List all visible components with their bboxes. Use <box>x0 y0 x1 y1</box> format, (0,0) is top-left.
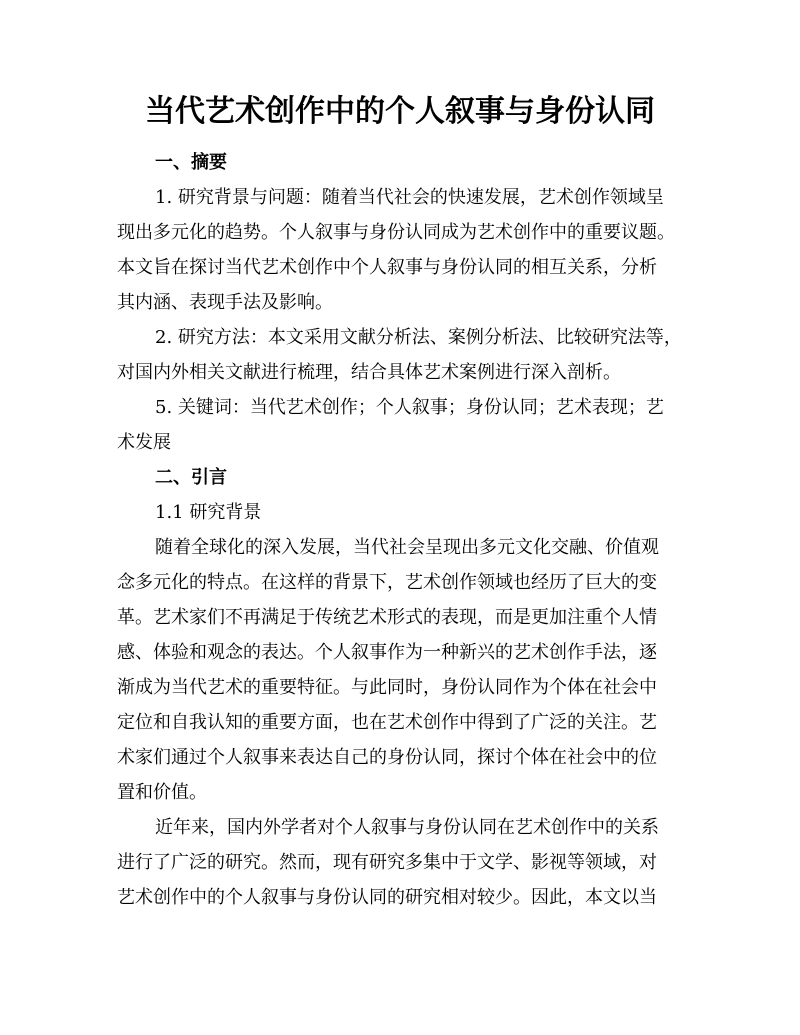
intro-p1-line: 感、体验和观念的表达。个人叙事作为一种新兴的艺术创作手法，逐 <box>117 642 657 663</box>
intro-p2-line: 艺术创作中的个人叙事与身份认同的研究相对较少。因此，本文以当 <box>117 887 657 908</box>
intro-p1-line: 置和价值。 <box>117 782 207 803</box>
intro-p1-line: 定位和自我认知的重要方面，也在艺术创作中得到了广泛的关注。艺 <box>117 712 657 733</box>
subsection-heading: 1.1 研究背景 <box>155 502 262 523</box>
intro-p1-line: 念多元化的特点。在这样的背景下，艺术创作领域也经历了巨大的变 <box>117 572 657 593</box>
abstract-p2-line: 2. 研究方法：本文采用文献分析法、案例分析法、比较研究法等， <box>155 327 682 348</box>
intro-p2-line: 近年来，国内外学者对个人叙事与身份认同在艺术创作中的关系 <box>155 817 659 838</box>
intro-p1-line: 革。艺术家们不再满足于传统艺术形式的表现，而是更加注重个人情 <box>117 607 657 628</box>
intro-p2-line: 进行了广泛的研究。然而，现有研究多集中于文学、影视等领域，对 <box>117 852 657 873</box>
intro-p1-line: 术家们通过个人叙事来表达自己的身份认同，探讨个体在社会中的位 <box>117 747 657 768</box>
abstract-p1-line: 其内涵、表现手法及影响。 <box>117 292 333 313</box>
intro-p1-line: 随着全球化的深入发展，当代社会呈现出多元文化交融、价值观 <box>155 537 659 558</box>
abstract-p3-line: 术发展 <box>117 432 171 453</box>
abstract-p1-line: 1. 研究背景与问题：随着当代社会的快速发展，艺术创作领域呈 <box>155 187 664 208</box>
section-heading-abstract: 一、摘要 <box>155 152 227 173</box>
abstract-p1-line: 本文旨在探讨当代艺术创作中个人叙事与身份认同的相互关系，分析 <box>117 257 657 278</box>
abstract-p2-line: 对国内外相关文献进行梳理，结合具体艺术案例进行深入剖析。 <box>117 362 621 383</box>
document-title: 当代艺术创作中的个人叙事与身份认同 <box>145 94 655 129</box>
intro-p1-line: 渐成为当代艺术的重要特征。与此同时，身份认同作为个体在社会中 <box>117 677 657 698</box>
section-heading-intro: 二、引言 <box>155 467 227 488</box>
abstract-p1-line: 现出多元化的趋势。个人叙事与身份认同成为艺术创作中的重要议题。 <box>117 222 675 243</box>
abstract-p3-line: 5. 关键词：当代艺术创作；个人叙事；身份认同；艺术表现；艺 <box>155 397 664 418</box>
